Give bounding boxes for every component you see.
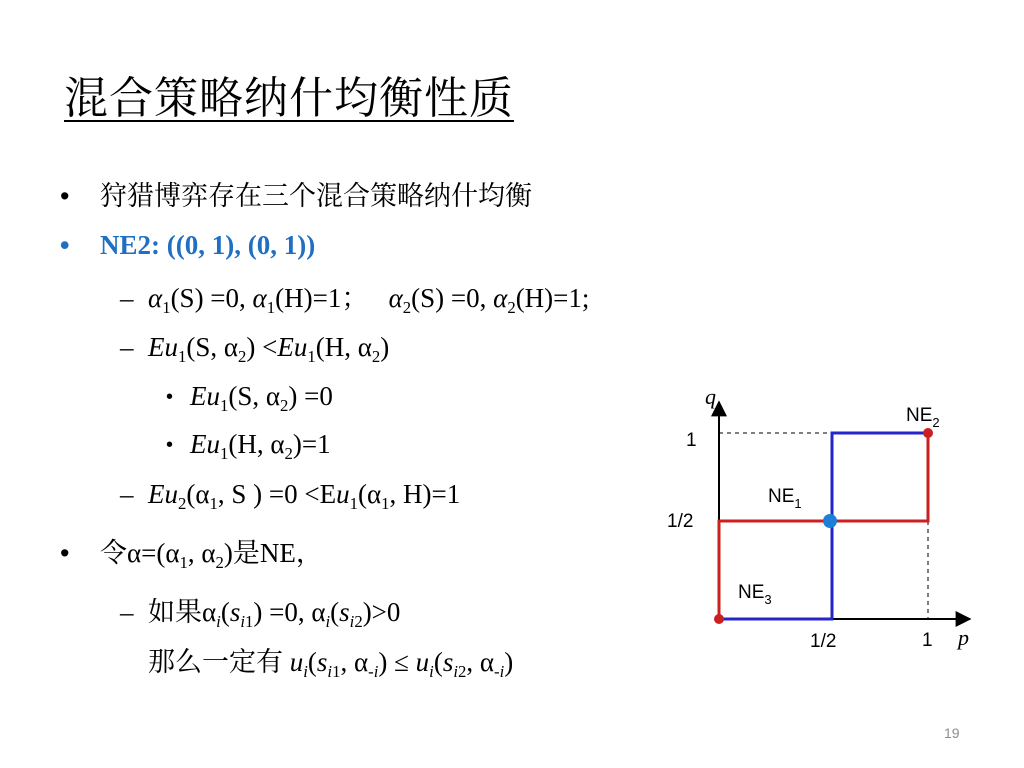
strategy-formula: $\alpha_1(S) =0$, $\alpha_1(H)=1$； $\alpha_2(S) =0$, $\alpha_2(H)=1$; [148, 283, 590, 317]
page-number: 19 [944, 725, 960, 741]
tick-y-half: 1/2 [667, 511, 694, 532]
tick-x-one: 1 [922, 630, 933, 651]
bullet-dot: • [166, 434, 174, 456]
dash: – [120, 283, 134, 313]
ne3-label: $NE_3$ [738, 582, 772, 607]
dash: – [120, 332, 134, 362]
x-axis-label: p [958, 625, 969, 650]
bullet-dot: • [60, 230, 70, 260]
slide-title: 混合策略纳什均衡性质 [64, 74, 514, 123]
ne3-point [714, 614, 724, 624]
tick-x-half: 1/2 [810, 631, 837, 652]
condition-formula: 如果$\alpha_i(s_{i1}) =0$, $\alpha_i(s_{i2})>0$ [148, 597, 401, 631]
bullet-text: NE2: ((0, 1), (0, 1)) [100, 230, 316, 260]
utility-formula: $Eu_2(\alpha_1$, S ) $=0 <Eu_1(\alpha_1$, H)=1 [148, 479, 461, 513]
utility-formula: $Eu_1(S$, $\alpha_2) =0$ [190, 381, 333, 415]
y-axis-label: q [705, 384, 716, 409]
bullet-dot: • [60, 181, 70, 211]
dash: – [120, 479, 134, 509]
dash: – [120, 597, 134, 627]
ne2-label: $NE_2$ [906, 405, 940, 430]
tick-y-one: 1 [686, 430, 697, 451]
bullet-dot: • [60, 538, 70, 568]
utility-formula: $Eu_1(S$, $\alpha_2) <Eu_1(H$, $\alpha_2$) [148, 332, 390, 366]
ne1-point [823, 514, 837, 528]
bullet-text: 狩猎博弈存在三个混合策略纳什均衡 [100, 181, 532, 211]
conclusion-line: 那么一定有 $u_i(s_{i1}$, $\alpha_{-i}) \le u_i(s_{i2}$, $\alpha_{-i}$) [148, 647, 514, 681]
ne1-label: $NE_1$ [768, 486, 802, 511]
utility-formula: $Eu_1(H$, $\alpha_2)=1$ [190, 429, 331, 463]
bullet-dot: • [166, 386, 174, 408]
bullet-text: 令$\alpha=(\alpha_1$, $\alpha_2$)是NE， [100, 538, 323, 572]
